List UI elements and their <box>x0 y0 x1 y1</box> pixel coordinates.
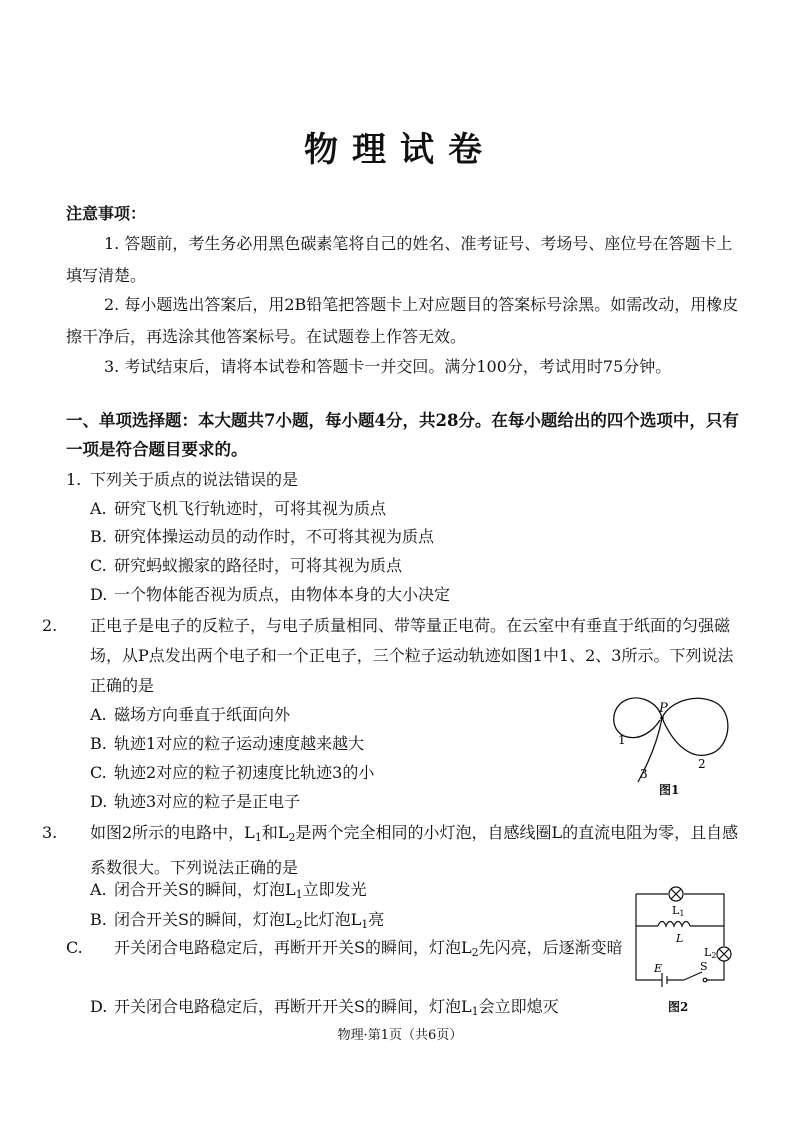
inductor-label: L <box>676 932 684 945</box>
q1-option-b: B. 研究体操运动员的动作时，不可将其视为质点 <box>90 527 435 546</box>
page-title: 物理试卷 <box>304 130 496 170</box>
q1-option-a: A. 研究飞机飞行轨迹时，可将其视为质点 <box>90 499 387 518</box>
track-1 <box>614 698 662 738</box>
battery-label: E <box>654 962 663 975</box>
figure-1-caption: 图1 <box>659 783 680 797</box>
inductor-coil <box>658 922 690 927</box>
figure-2-circuit <box>628 880 740 990</box>
switch-label: S <box>700 960 708 973</box>
note-item-1: 1. 答题前，考生务必用黑色碳素笔将自己的姓名、准考证号、考场号、座位号在答题卡上填写清楚。 <box>66 234 733 285</box>
q1-option-d: D. 一个物体能否视为质点，由物体本身的大小决定 <box>90 585 451 604</box>
question-text: 正电子是电子的反粒子，与电子质量相同、带等量正电荷。在云室中有垂直于纸面的匀强磁场，从P点发出两个电子和一个正电子，三个粒子运动轨迹如图1中1、2、3所示。下列说法正确的是 <box>90 616 734 695</box>
right-wire <box>706 961 724 980</box>
track-2-label: 2 <box>698 757 706 771</box>
question-text: 下列关于质点的说法错误的是 <box>90 470 299 489</box>
bulb-l1-label: L1 <box>672 904 685 918</box>
q3-option-c: C. 开关闭合电路稳定后，再断开开关S的瞬间，灯泡$L_2$先闪亮，后逐渐变暗 <box>66 938 623 959</box>
note-item-2: 2. 每小题选出答案后，用2B铅笔把答题卡上对应题目的答案标号涂黑。如需改动，用橡皮擦干净后，再选涂其他答案标号。在试题卷上作答无效。 <box>66 295 739 346</box>
track-3-label: 3 <box>640 767 648 781</box>
question-number: 3. <box>42 823 58 842</box>
q3-option-b: B. 闭合开关S的瞬间，灯泡$L_2$比灯泡$L_1$亮 <box>90 910 385 931</box>
top-wire-right <box>684 894 724 946</box>
q1-option-c: C. 研究蚂蚁搬家的路径时，可将其视为质点 <box>90 556 403 575</box>
question-text: 如图2所示的电路中，$L_1$和$L_2$是两个完全相同的小灯泡，自感线圈L的直流电阻为零，且自感系数很大。下列说法正确的是 <box>90 823 739 877</box>
section-heading: 一、单项选择题：本大题共7小题，每小题4分，共28分。在每小题给出的四个选项中，只有一项是符合题目要求的。 <box>66 411 739 459</box>
question-number: 2. <box>42 616 58 635</box>
q2-option-b: B. 轨迹1对应的粒子运动速度越来越大 <box>90 734 365 753</box>
track-2 <box>662 698 728 755</box>
question-2-stem <box>42 611 742 701</box>
q2-option-c: C. 轨迹2对应的粒子初速度比轨迹3的小 <box>90 763 375 782</box>
notes-heading: 注意事项： <box>66 204 147 223</box>
q2-option-a: A. 磁场方向垂直于纸面向外 <box>90 705 291 724</box>
bulb-l1-cross <box>671 889 681 899</box>
question-1-stem <box>66 465 742 495</box>
page-footer: 物理·第1页（共6页） <box>337 1028 463 1043</box>
bulb-l2-label: L2 <box>704 946 717 960</box>
q3-option-d: D. 开关闭合电路稳定后，再断开开关S的瞬间，灯泡$L_1$会立即熄灭 <box>90 997 559 1018</box>
q3-option-a: A. 闭合开关S的瞬间，灯泡$L_1$立即发光 <box>90 880 367 901</box>
track-1-label: 1 <box>618 733 626 747</box>
question-number: 1. <box>66 470 82 489</box>
switch-blade <box>684 972 702 980</box>
note-item-3: 3. 考试结束后，请将本试卷和答题卡一并交回。满分100分，考试用时75分钟。 <box>104 357 672 376</box>
point-p <box>660 716 664 720</box>
bulb-l2-cross <box>719 949 729 959</box>
switch-contact <box>703 978 707 982</box>
figure-2-caption: 图2 <box>668 1000 689 1014</box>
point-p-label: P <box>659 701 668 716</box>
q2-option-d: D. 轨迹3对应的粒子是正电子 <box>90 792 301 811</box>
question-3-stem <box>42 818 742 883</box>
